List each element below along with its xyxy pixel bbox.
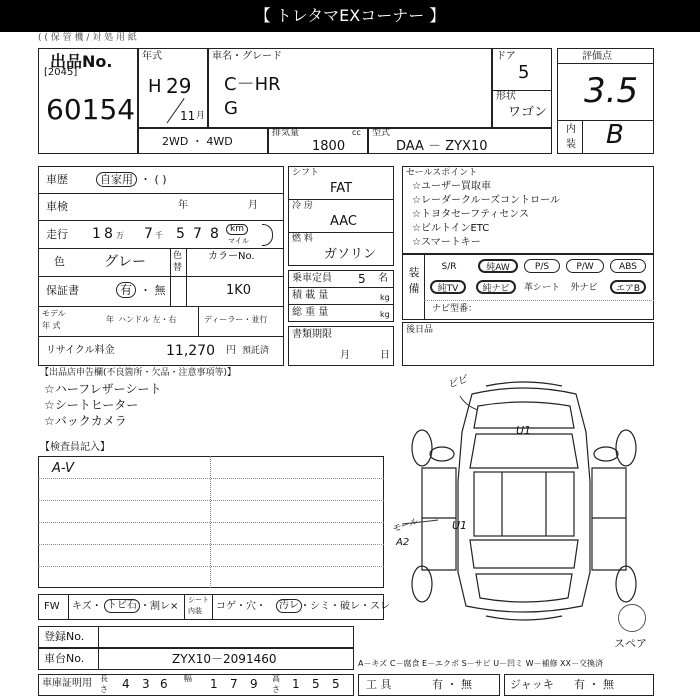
registration-label: 登録No. <box>44 630 85 643</box>
lot-label: 出品No. <box>50 52 113 71</box>
fw-circled-1: トビ石 <box>104 599 140 613</box>
interior-value: B <box>606 120 624 150</box>
chassis-value: ZYX10－2091460 <box>172 652 277 666</box>
fw-text-1: キズ・ <box>72 601 102 612</box>
after-box <box>402 322 654 366</box>
recycle-unit: 円 <box>226 345 236 356</box>
cert-d6: 9 <box>250 677 258 691</box>
sales-point-3: ☆トヨタセーフティセンス <box>412 209 529 220</box>
fuel-label: 燃 料 <box>292 234 313 244</box>
car-diagram <box>392 372 656 624</box>
displacement-value: 1800 <box>312 139 346 154</box>
sales-point-1: ☆ユーザー買取車 <box>412 181 491 192</box>
cert-d5: 7 <box>230 677 238 691</box>
equip-leather: 革シート <box>523 283 560 293</box>
gross-unit: kg <box>380 310 390 319</box>
load-unit: kg <box>380 293 390 302</box>
mileage-unit-km: km <box>226 224 248 235</box>
inspector-handwriting: A-V <box>52 461 74 476</box>
equip-sr: S/R <box>441 262 457 272</box>
fuel-value: ガソリン <box>324 247 377 262</box>
history-circled: 自家用 <box>96 172 137 187</box>
cert-d8: 5 <box>312 677 320 691</box>
year-month: 11 <box>180 109 196 123</box>
history-rest: ・ ( ) <box>140 173 167 186</box>
fw-seat-1: シート <box>188 596 209 604</box>
damage-mark-hood: U1 <box>516 424 532 437</box>
shape-value: ワゴン <box>508 105 548 120</box>
jack-value: 有 ・ 無 <box>574 678 614 691</box>
note-3: ☆バックカメラ <box>44 414 127 428</box>
fw-text-4: ・シミ・破レ・スレ <box>300 601 390 612</box>
inspection-month: 月 <box>248 200 258 211</box>
spare-tire-icon <box>618 604 646 632</box>
cert-length-1: 長 <box>100 674 108 683</box>
model-year-year: 年 <box>106 315 114 324</box>
warranty-rest: ・ 無 <box>140 284 166 297</box>
model-label: 車名・グレード <box>212 51 282 62</box>
cert-length-2: さ <box>100 685 108 694</box>
cert-height-1: 高 <box>272 674 280 683</box>
equipment-label-1: 装 <box>408 266 420 279</box>
mileage-sen: 千 <box>155 231 163 240</box>
damage-legend: A－キズ C－腐食 E－エクボ S－サビ U－凹ミ W－補修 XX－交換済 <box>358 659 604 668</box>
tools-value: 有 ・ 無 <box>432 678 472 691</box>
model-code-value: DAA － ZYX10 <box>396 139 488 154</box>
capacity-value: 5 <box>358 272 366 286</box>
after-label: 後日品 <box>406 325 434 335</box>
lot-number: 60154 <box>46 93 136 126</box>
gross-label: 総 重 量 <box>292 307 329 318</box>
door-value: 5 <box>518 62 530 83</box>
year-value: 29 <box>166 74 192 98</box>
color-code: 1K0 <box>226 283 252 298</box>
sales-point-5: ☆スマートキー <box>412 237 481 248</box>
fw-seat-2: 内装 <box>188 607 202 615</box>
tools-label: 工 具 <box>366 678 392 691</box>
displacement-label: 排気量 <box>272 128 300 138</box>
model-year-handle: ハンドル 左・右 <box>118 315 177 324</box>
equip-aw: 純AW <box>478 259 518 273</box>
mileage-d5: 7 <box>193 226 202 242</box>
warranty-circled: 有 <box>116 282 136 298</box>
interior-label-2: 装 <box>566 139 576 150</box>
model-year-dealer: ディーラー・並行 <box>204 315 268 324</box>
equip-airbag: エアB <box>610 280 646 294</box>
capacity-unit: 名 <box>378 273 388 284</box>
mileage-d2: 8 <box>104 226 113 242</box>
displacement-unit: cc <box>352 128 361 137</box>
cert-d7: 1 <box>292 677 300 691</box>
registration-box <box>38 626 354 648</box>
cert-height-2: さ <box>272 685 280 694</box>
fw-label: FW <box>44 601 60 612</box>
jack-label: ジャッキ <box>510 678 554 691</box>
capacity-label: 乗車定員 <box>292 273 332 284</box>
ac-value: AAC <box>330 214 357 229</box>
score-label: 評価点 <box>582 51 612 62</box>
load-label: 積 載 量 <box>292 290 329 301</box>
banner-title: 【 トレタマEXコーナー 】 <box>254 6 446 25</box>
notes-label: 【出品店申告欄(不良箇所・欠品・注意事項等)】 <box>40 368 237 378</box>
recycle-label: リサイクル料金 <box>46 345 115 356</box>
mileage-d6: 8 <box>210 226 219 242</box>
shift-label: シフト <box>292 168 320 178</box>
mileage-unit-mile: マイル <box>228 237 249 245</box>
cert-width-1: 幅 <box>184 674 192 683</box>
navi-model-label: ナビ型番： <box>432 304 478 314</box>
sales-point-2: ☆レーダークルーズコントロール <box>412 195 560 206</box>
note-1: ☆ハーフレザーシート <box>44 382 162 396</box>
storage-day: 日 <box>380 350 390 361</box>
mileage-d1: 1 <box>92 226 101 242</box>
cert-d2: 3 <box>142 677 150 691</box>
drive-text: 2WD ・ 4WD <box>162 135 233 148</box>
fw-circled-2: 汚レ <box>276 599 302 613</box>
equip-pw: P/W <box>566 259 604 273</box>
shift-value: FAT <box>330 181 353 196</box>
cert-d1: 4 <box>122 677 130 691</box>
equipment-label-2: 備 <box>408 282 420 295</box>
history-label: 車歴 <box>46 173 68 186</box>
mileage-label: 走行 <box>46 228 68 241</box>
recycle-value: 11,270 <box>166 343 215 359</box>
storage-month: 月 <box>340 350 350 361</box>
damage-mark-side-1: モール <box>390 516 420 536</box>
score-value: 3.5 <box>584 71 639 111</box>
color-value: グレー <box>104 254 146 270</box>
cert-d9: 5 <box>332 677 340 691</box>
equip-tv: 純TV <box>430 280 466 294</box>
color-code-label: カラーNo. <box>208 251 255 262</box>
certificate-label: 車庫証明用 <box>42 678 92 689</box>
model-code-label: 型式 <box>372 128 391 138</box>
recycle-note: 預託済 <box>242 346 270 356</box>
year-label: 年式 <box>142 51 162 62</box>
interior-label-1: 内 <box>566 124 576 135</box>
warranty-label: 保証書 <box>46 284 79 297</box>
damage-mark-door: U1 <box>452 519 468 532</box>
shape-label: 形状 <box>496 91 516 102</box>
door-label: ドア <box>496 51 516 62</box>
model-year-label-2: 年 式 <box>42 321 61 330</box>
mileage-man: 万 <box>116 231 124 240</box>
year-era: H <box>148 76 162 97</box>
mileage-d4: 5 <box>176 226 185 242</box>
fw-text-3: コゲ・穴・ <box>216 601 266 612</box>
storage-label: 書類期限 <box>292 329 332 340</box>
inspection-year: 年 <box>178 200 188 211</box>
inspector-label: 【検査員記入】 <box>40 442 110 453</box>
note-2: ☆シートヒーター <box>44 398 139 412</box>
mileage-d3: 7 <box>144 226 153 242</box>
color-change-1: 色 <box>173 251 183 261</box>
cert-d4: 1 <box>210 677 218 691</box>
ac-label: 冷 房 <box>292 201 313 211</box>
fw-text-2: ・割レ× <box>140 601 179 612</box>
cert-d3: 6 <box>160 677 168 691</box>
spare-label: スペア <box>614 637 647 650</box>
color-label: 色 <box>54 255 65 268</box>
lot-small-code: [2045] <box>44 67 78 78</box>
chassis-label: 車台No. <box>44 652 85 665</box>
color-change-2: 替 <box>173 263 183 273</box>
equip-navi: 純ナビ <box>476 280 516 294</box>
equip-ps: P/S <box>524 259 560 273</box>
sales-points-label: セールスポイント <box>406 168 478 178</box>
model-name: C－HR <box>224 74 281 95</box>
damage-mark-top: ビビ <box>446 373 470 392</box>
model-grade: G <box>224 98 238 119</box>
header-cut-text: ( ( 保 管 機 / 対 処 用 紙 <box>38 33 137 43</box>
sales-point-4: ☆ビルトインETC <box>412 223 490 234</box>
inspection-label: 車検 <box>46 200 68 213</box>
damage-mark-side-2: A2 <box>396 537 410 548</box>
year-month-suffix: 月 <box>196 111 206 121</box>
equip-abs: ABS <box>610 259 646 273</box>
equip-ext-navi: 外ナビ <box>570 283 598 293</box>
model-year-label-1: モデル <box>42 309 66 318</box>
